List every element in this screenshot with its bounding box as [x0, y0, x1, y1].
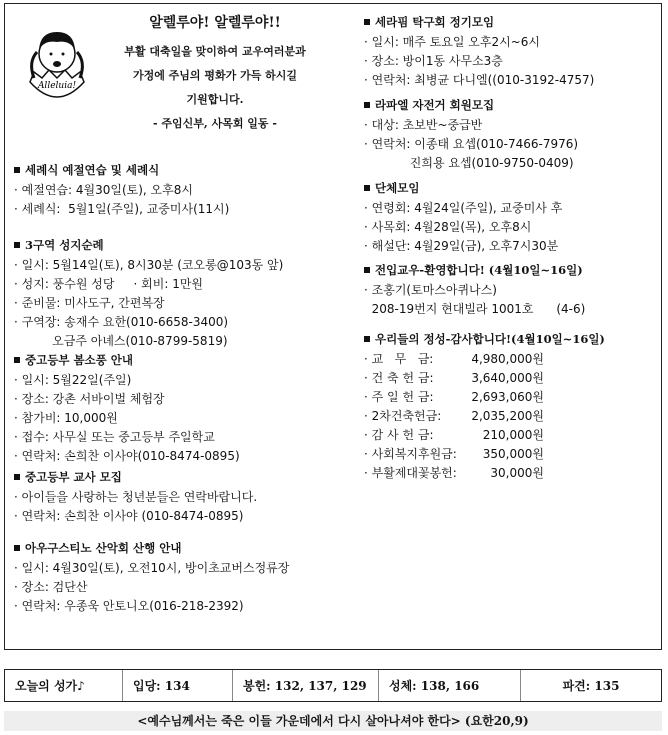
thanks-row	[364, 388, 605, 407]
section-line: · 사목회: 4월28일(목), 오후8시	[364, 220, 532, 234]
thanks-label: · 주 일 헌 금:	[364, 390, 434, 404]
thanks-label: · 부활제대꽃봉헌:	[364, 466, 457, 480]
thanks-row	[364, 350, 605, 369]
section-line: · 연령회: 4월24일(주일), 교중미사 후	[364, 201, 563, 215]
thanks-row	[364, 407, 605, 426]
hymn-label: 오늘의 성가♪	[5, 670, 123, 701]
left-section-2	[14, 352, 240, 466]
section-line: · 연락처: 이종태 요셉(010-7466-7976)	[364, 137, 579, 151]
bullet-square-icon	[364, 267, 370, 273]
bullet-square-icon	[14, 167, 20, 173]
section-line: · 일시: 5월22일(주일)	[14, 373, 132, 387]
thanks-row	[364, 464, 605, 483]
greeting-sign: - 주임신부, 사목회 일동 -	[153, 117, 277, 130]
section-title: 세라핌 탁구회 정기모임	[375, 15, 495, 29]
right-section-1	[364, 97, 578, 173]
mascot-text: Alleluia!	[37, 81, 77, 91]
section-line: 오금주 아녜스(010-8799-5819)	[14, 334, 228, 348]
section-line: · 일시: 매주 토요일 오후2시~6시	[364, 35, 540, 49]
thanks-row	[364, 369, 605, 388]
section-line: · 성지: 풍수원 성당 · 회비: 1만원	[14, 277, 204, 291]
thanks-amount: 3,640,000원	[471, 371, 544, 385]
section-line: · 조홍기(토마스아퀴나스)	[364, 283, 497, 297]
bullet-square-icon	[14, 545, 20, 551]
section-title: 세례식 예절연습 및 세례식	[25, 163, 160, 177]
thanks-amount: 210,000원	[482, 428, 544, 442]
left-section-1	[14, 237, 283, 351]
section-line: · 해설단: 4월29일(금), 오후7시30분	[364, 239, 559, 253]
section-title: 3구역 성지순례	[25, 238, 104, 252]
section-line: · 세례식: 5월1일(주일), 교중미사(11시)	[14, 202, 230, 216]
section-title: 전입교우-환영합니다! (4월10일~16일)	[375, 263, 583, 277]
thanks-label: · 건 축 헌 금:	[364, 371, 434, 385]
thanks-amount: 30,000원	[490, 466, 544, 480]
section-line: · 구역장: 송재수 요한(010-6658-3400)	[14, 315, 229, 329]
left-section-0	[14, 162, 229, 219]
bullet-square-icon	[14, 357, 20, 363]
hymn-entry: 입당: 134	[123, 670, 233, 701]
section-title: 중고등부 교사 모집	[25, 470, 122, 484]
section-line: · 연락처: 손희찬 이사야(010-8474-0895)	[14, 449, 240, 463]
hymn-dismissal: 파견: 135	[562, 679, 620, 693]
bullet-square-icon	[364, 336, 370, 342]
section-line: · 장소: 방이1동 사무소3층	[364, 54, 503, 68]
section-line: · 일시: 4월30일(토), 오전10시, 방이초교버스정류장	[14, 561, 290, 575]
right-section-2	[364, 180, 562, 256]
hymn-bar	[4, 669, 662, 702]
bible-verse: <예수님께서는 죽은 이들 가운데에서 다시 살아나셔야 한다> (요한20,9)	[4, 711, 662, 731]
greeting-line1: 부활 대축일을 맞이하여 교우여러분과	[124, 45, 306, 58]
left-section-3	[14, 469, 257, 526]
greeting	[100, 12, 330, 136]
section-line: · 예절연습: 4월30일(토), 오후8시	[14, 183, 193, 197]
section-line: · 아이들을 사랑하는 청년분들은 연락바랍니다.	[14, 490, 258, 504]
section-line: · 참가비: 10,000원	[14, 411, 118, 425]
bullet-square-icon	[364, 185, 370, 191]
section-line: · 장소: 강촌 서바이벌 체험장	[14, 392, 165, 406]
section-line: 진희용 요셉(010-9750-0409)	[364, 156, 574, 170]
bullet-square-icon	[364, 102, 370, 108]
hymn-offertory: 봉헌: 132, 137, 129	[233, 670, 379, 701]
thanks-amount: 350,000원	[482, 447, 544, 461]
alleluia-mascot	[20, 22, 94, 106]
section-line: · 연락처: 우종욱 안토니오(016-218-2392)	[14, 599, 244, 613]
right-section-3	[364, 262, 585, 319]
section-line: · 접수: 사무실 또는 중고등부 주일학교	[14, 430, 215, 444]
bullet-square-icon	[14, 242, 20, 248]
greeting-title: 알렐루야! 알렐루야!!	[149, 15, 281, 31]
thanks-label: · 사회복지후원금:	[364, 447, 457, 461]
section-line: 208-19번지 현대빌라 1001호 (4-6)	[364, 302, 586, 316]
section-title: 라파엘 자전거 회원모집	[375, 98, 495, 112]
section-line: · 장소: 검단산	[14, 580, 88, 594]
hymn-communion: 성체: 138, 166	[379, 670, 521, 701]
bullet-square-icon	[14, 474, 20, 480]
section-line: · 일시: 5월14일(토), 8시30분 (코오롱@103동 앞)	[14, 258, 284, 272]
section-title: 중고등부 봄소풍 안내	[25, 353, 133, 367]
thanks-label: · 감 사 헌 금:	[364, 428, 434, 442]
section-line: · 연락처: 최병균 다니엘((010-3192-4757)	[364, 73, 595, 87]
thanks-row	[364, 426, 605, 445]
right-section-0	[364, 14, 594, 90]
thanks-title: 우리들의 정성-감사합니다!(4월10일~16일)	[375, 332, 605, 346]
thanks-label: · 2차건축헌금:	[364, 409, 442, 423]
section-line: · 준비물: 미사도구, 간편복장	[14, 296, 165, 310]
thanks-row	[364, 445, 605, 464]
left-section-4	[14, 540, 289, 616]
greeting-line3: 기원합니다.	[186, 93, 244, 106]
thanks-section	[364, 331, 605, 483]
section-title: 단체모임	[375, 181, 420, 195]
thanks-amount: 2,035,200원	[471, 409, 544, 423]
thanks-label: · 교 무 금:	[364, 352, 434, 366]
greeting-line2: 가정에 주님의 평화가 가득 하시길	[132, 69, 298, 82]
thanks-amount: 4,980,000원	[471, 352, 544, 366]
thanks-amount: 2,693,060원	[471, 390, 544, 404]
bullet-square-icon	[364, 19, 370, 25]
section-title: 아우구스티노 산악회 산행 안내	[25, 541, 182, 555]
section-line: · 대상: 초보반~중급반	[364, 118, 483, 132]
section-line: · 연락처: 손희찬 이사야 (010-8474-0895)	[14, 509, 244, 523]
